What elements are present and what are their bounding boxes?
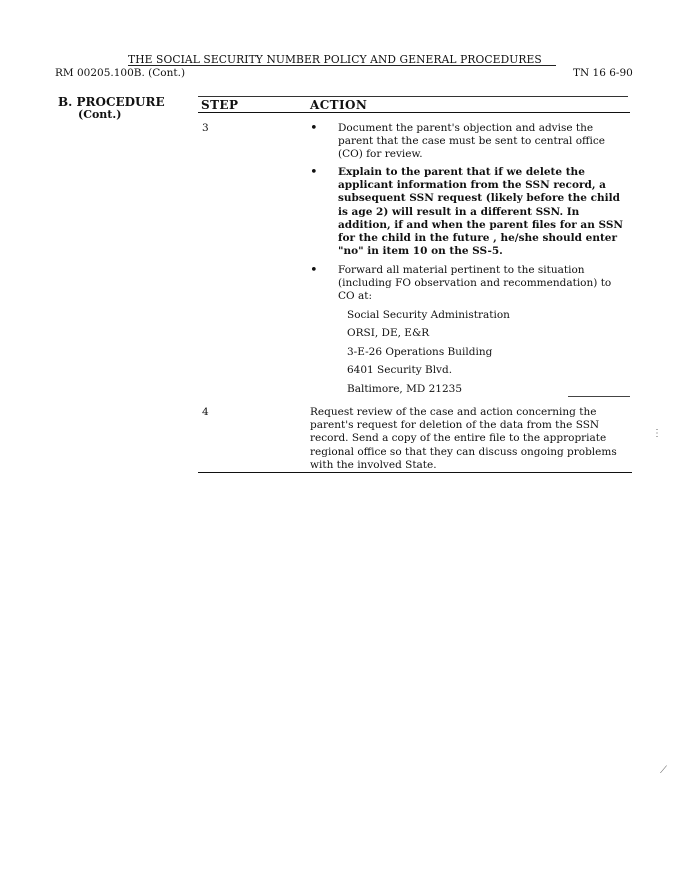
bullet-icon: • (310, 263, 318, 278)
table-top-rule (198, 96, 628, 97)
action-bullet-text: Explain to the parent that if we delete the applicant information from the SSN record, a subsequent SSN request (likely before the child is age 2) will result in a different SSN. In addition, if and when the parent files for an SSN for the child in the future , he/she should enter "no" in item 10 on the SS-5. (338, 166, 624, 258)
action-column-header: ACTION (310, 98, 368, 112)
step-column-header: STEP (201, 98, 239, 112)
section-title: B. PROCEDURE (58, 95, 165, 109)
action-bullet-text: Forward all material pertinent to the situation (including FO observation and recommendation) to CO at: (338, 264, 612, 303)
document-reference: RM 00205.100B. (Cont.) (55, 67, 186, 79)
section-subtitle: (Cont.) (78, 108, 122, 121)
step-number: 3 (202, 122, 209, 134)
action-text: Request review of the case and action concerning the parent's request for deletion of the data from the SSN record. Send a copy of the entire file to the appropriate regional office so that they can discuss ongoing problems with the involved State. (310, 406, 617, 471)
address-line: 6401 Security Blvd. (347, 364, 453, 376)
action-bullet-text: Document the parent's objection and advise the parent that the case must be sent to central office (CO) for review. (338, 122, 605, 161)
transmittal-number: TN 16 6-90 (573, 67, 633, 79)
bullet-icon: • (310, 165, 318, 180)
address-line: ORSI, DE, E&R (347, 327, 430, 339)
address-line: Social Security Administration (347, 309, 510, 321)
row-separator (568, 396, 630, 397)
bullet-icon: • (310, 121, 318, 136)
document-title: THE SOCIAL SECURITY NUMBER POLICY AND GENERAL PROCEDURES (128, 52, 542, 66)
scan-mark: ⟋ (660, 765, 667, 776)
address-line: Baltimore, MD 21235 (347, 383, 463, 395)
address-line: 3-E-26 Operations Building (347, 346, 493, 358)
step-number: 4 (202, 406, 209, 418)
table-header-rule (198, 112, 630, 113)
table-bottom-rule (198, 472, 632, 473)
scan-mark: ⋮ (652, 428, 662, 439)
title-rule (128, 65, 556, 66)
